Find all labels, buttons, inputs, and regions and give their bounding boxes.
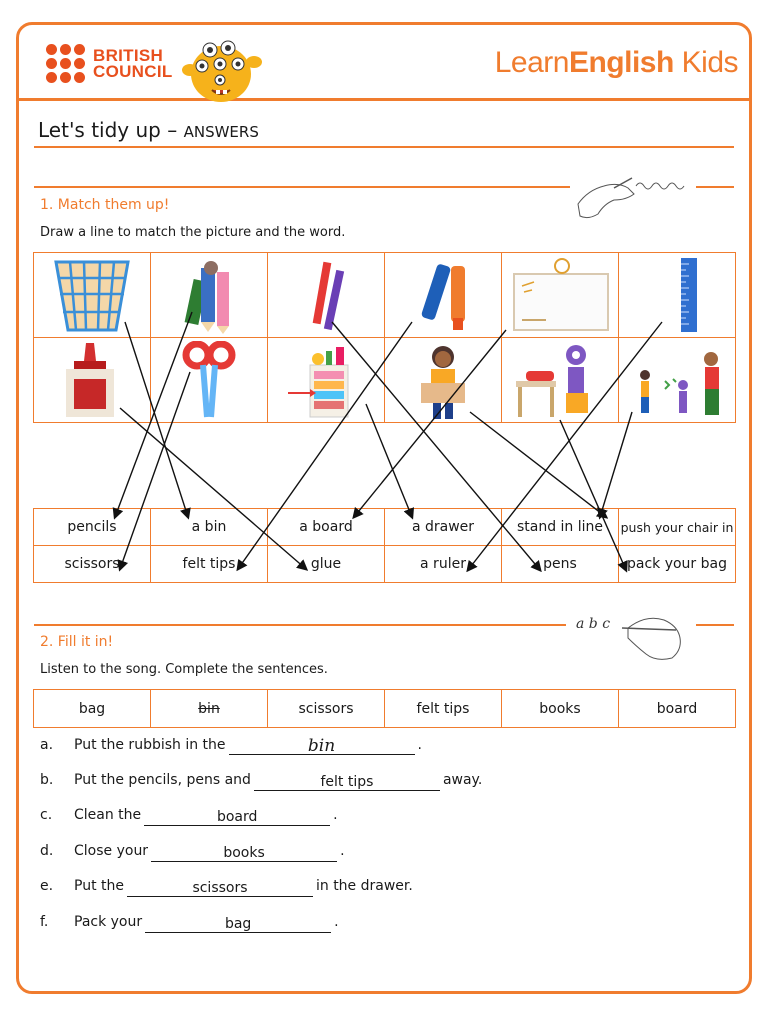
section2-divider <box>34 624 566 626</box>
match-line-push-chair <box>470 412 606 517</box>
section2-divider-right <box>696 624 734 626</box>
match-line-drawer <box>366 404 412 517</box>
hand-writing-icon <box>616 610 692 664</box>
word-box-cell-used: bin <box>151 690 268 728</box>
abc-handwriting: a b c <box>576 616 611 632</box>
sentence-d: d. Close your books . <box>40 843 345 861</box>
word-box-cell: books <box>502 690 619 728</box>
answer-blank[interactable]: books <box>151 845 337 862</box>
answer-blank[interactable]: bag <box>145 916 331 933</box>
sentence-f: f. Pack your bag . <box>40 914 339 932</box>
answer-blank[interactable]: scissors <box>127 880 313 897</box>
word-cell: glue <box>268 546 385 583</box>
word-box-cell: felt tips <box>385 690 502 728</box>
match-line-bin <box>125 322 188 517</box>
sentence-b: b. Put the pencils, pens and felt tips away. <box>40 772 483 790</box>
section2-heading: 2. Fill it in! <box>40 634 114 650</box>
word-cell: pencils <box>34 509 151 546</box>
brand-line-2: COUNCIL <box>93 61 173 81</box>
match-line-ruler <box>468 322 662 570</box>
word-cell: push your chair in <box>619 509 736 546</box>
word-cell: felt tips <box>151 546 268 583</box>
word-cell: a drawer <box>385 509 502 546</box>
match-line-pens <box>332 322 540 570</box>
section2-instruction: Listen to the song. Complete the sentences. <box>40 662 328 677</box>
match-line-board <box>354 330 506 517</box>
sentence-e: e. Put the scissors in the drawer. <box>40 878 413 896</box>
word-box-cell: board <box>619 690 736 728</box>
brand-line-1: BRITISH <box>93 45 164 65</box>
word-box <box>33 689 736 728</box>
word-cell: pack your bag <box>619 546 736 583</box>
section1-heading: 1. Match them up! <box>40 197 170 213</box>
match-line-scissors <box>120 372 190 569</box>
match-line-stand-line <box>600 412 632 517</box>
word-cell: pens <box>502 546 619 583</box>
word-cell: stand in line <box>502 509 619 546</box>
page-title: Let's tidy up – ANSWERS <box>38 118 259 142</box>
word-box-cell: bag <box>34 690 151 728</box>
learnenglish-kids-logo: LearnEnglish Kids <box>494 46 738 79</box>
answer-blank[interactable]: bin <box>229 738 415 755</box>
word-cell: a bin <box>151 509 268 546</box>
word-cell: a ruler <box>385 546 502 583</box>
section1-instruction: Draw a line to match the picture and the word. <box>40 225 346 240</box>
word-cell: scissors <box>34 546 151 583</box>
answer-blank[interactable]: felt tips <box>254 774 440 791</box>
sentence-c: c. Clean the board . <box>40 807 338 825</box>
word-box-cell: scissors <box>268 690 385 728</box>
answer-blank[interactable]: board <box>144 809 330 826</box>
match-line-pack-bag <box>560 420 626 570</box>
sentence-a: a. Put the rubbish in the bin . <box>40 736 422 756</box>
word-cell: a board <box>268 509 385 546</box>
